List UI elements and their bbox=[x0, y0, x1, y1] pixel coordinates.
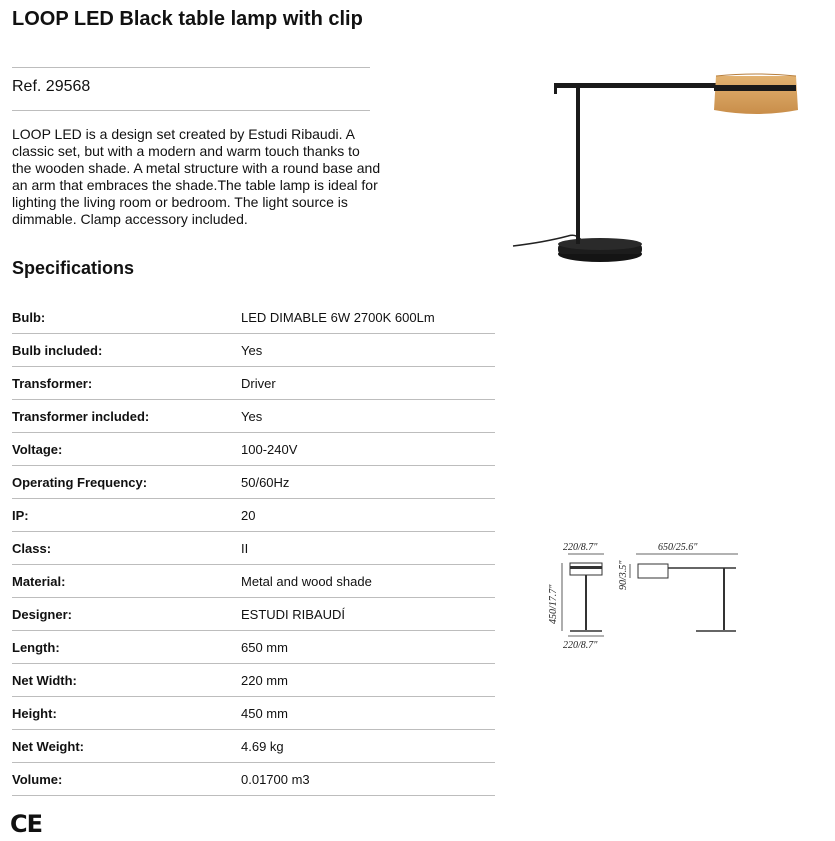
ref-divider bbox=[12, 110, 370, 111]
spec-value: ESTUDI RIBAUDÍ bbox=[241, 606, 346, 622]
spec-value: 100-240V bbox=[241, 441, 298, 457]
spec-label: Length: bbox=[12, 639, 60, 655]
spec-label: Bulb included: bbox=[12, 342, 103, 358]
title-divider bbox=[12, 67, 370, 68]
spec-row-designer bbox=[12, 598, 495, 631]
spec-value: Metal and wood shade bbox=[241, 573, 372, 589]
spec-label: Net Weight: bbox=[12, 738, 84, 754]
lamp-product-image bbox=[508, 68, 808, 273]
spec-label: IP: bbox=[12, 507, 29, 523]
spec-row-transformer bbox=[12, 367, 495, 400]
spec-label: Class: bbox=[12, 540, 52, 556]
spec-label: Height: bbox=[12, 705, 57, 721]
spec-value: 4.69 kg bbox=[241, 738, 284, 754]
front-width-bottom-label: 220/8.7" bbox=[563, 640, 598, 651]
spec-value: LED DIMABLE 6W 2700K 600Lm bbox=[241, 309, 435, 325]
spec-value: Yes bbox=[241, 342, 263, 358]
spec-row-class bbox=[12, 532, 495, 565]
spec-row-volume bbox=[12, 763, 495, 796]
spec-value: 220 mm bbox=[241, 672, 288, 688]
product-ref: Ref. 29568 bbox=[12, 78, 91, 95]
spec-row-height bbox=[12, 697, 495, 730]
spec-label: Transformer: bbox=[12, 375, 93, 391]
spec-row-net-width bbox=[12, 664, 495, 697]
spec-value: 50/60Hz bbox=[241, 474, 290, 490]
side-shade-height-label: 90/3.5" bbox=[618, 560, 629, 590]
spec-value: 450 mm bbox=[241, 705, 288, 721]
spec-label: Transformer included: bbox=[12, 408, 150, 424]
specifications-heading: Specifications bbox=[12, 258, 135, 278]
spec-row-material bbox=[12, 565, 495, 598]
spec-row-length bbox=[12, 631, 495, 664]
front-height-label: 450/17.7" bbox=[548, 584, 559, 624]
spec-label: Bulb: bbox=[12, 309, 46, 325]
specifications-table bbox=[12, 301, 495, 796]
spec-label: Material: bbox=[12, 573, 66, 589]
spec-label: Designer: bbox=[12, 606, 72, 622]
spec-row-net-weight bbox=[12, 730, 495, 763]
product-description: LOOP LED is a design set created by Estudi Ribaudi. A classic set, but with a modern and warm touch thanks to the wooden shade. A metal structure with a round base and an arm that embraces the shade.The table lamp is ideal for lighting the living room or bedroom. The light source is dimmable. Clamp accessory included. bbox=[12, 126, 381, 227]
spec-value: II bbox=[241, 540, 249, 556]
spec-value: 20 bbox=[241, 507, 256, 523]
spec-row-voltage bbox=[12, 433, 495, 466]
spec-label: Volume: bbox=[12, 771, 63, 787]
spec-value: 0.01700 m3 bbox=[241, 771, 310, 787]
product-title: LOOP LED Black table lamp with clip bbox=[12, 8, 363, 30]
spec-row-ip bbox=[12, 499, 495, 532]
spec-value: 650 mm bbox=[241, 639, 288, 655]
spec-value: Yes bbox=[241, 408, 263, 424]
spec-row-bulb bbox=[12, 301, 495, 334]
spec-label: Net Width: bbox=[12, 672, 77, 688]
front-width-top-label: 220/8.7" bbox=[563, 542, 598, 553]
spec-label: Voltage: bbox=[12, 441, 63, 457]
spec-row-bulb-included bbox=[12, 334, 495, 367]
spec-value: Driver bbox=[241, 375, 276, 391]
side-length-label: 650/25.6" bbox=[658, 542, 698, 553]
dimension-drawing bbox=[546, 536, 746, 656]
ce-mark-icon: CE bbox=[10, 810, 43, 838]
spec-label: Operating Frequency: bbox=[12, 474, 148, 490]
spec-row-operating-frequency bbox=[12, 466, 495, 499]
spec-row-transformer-included bbox=[12, 400, 495, 433]
